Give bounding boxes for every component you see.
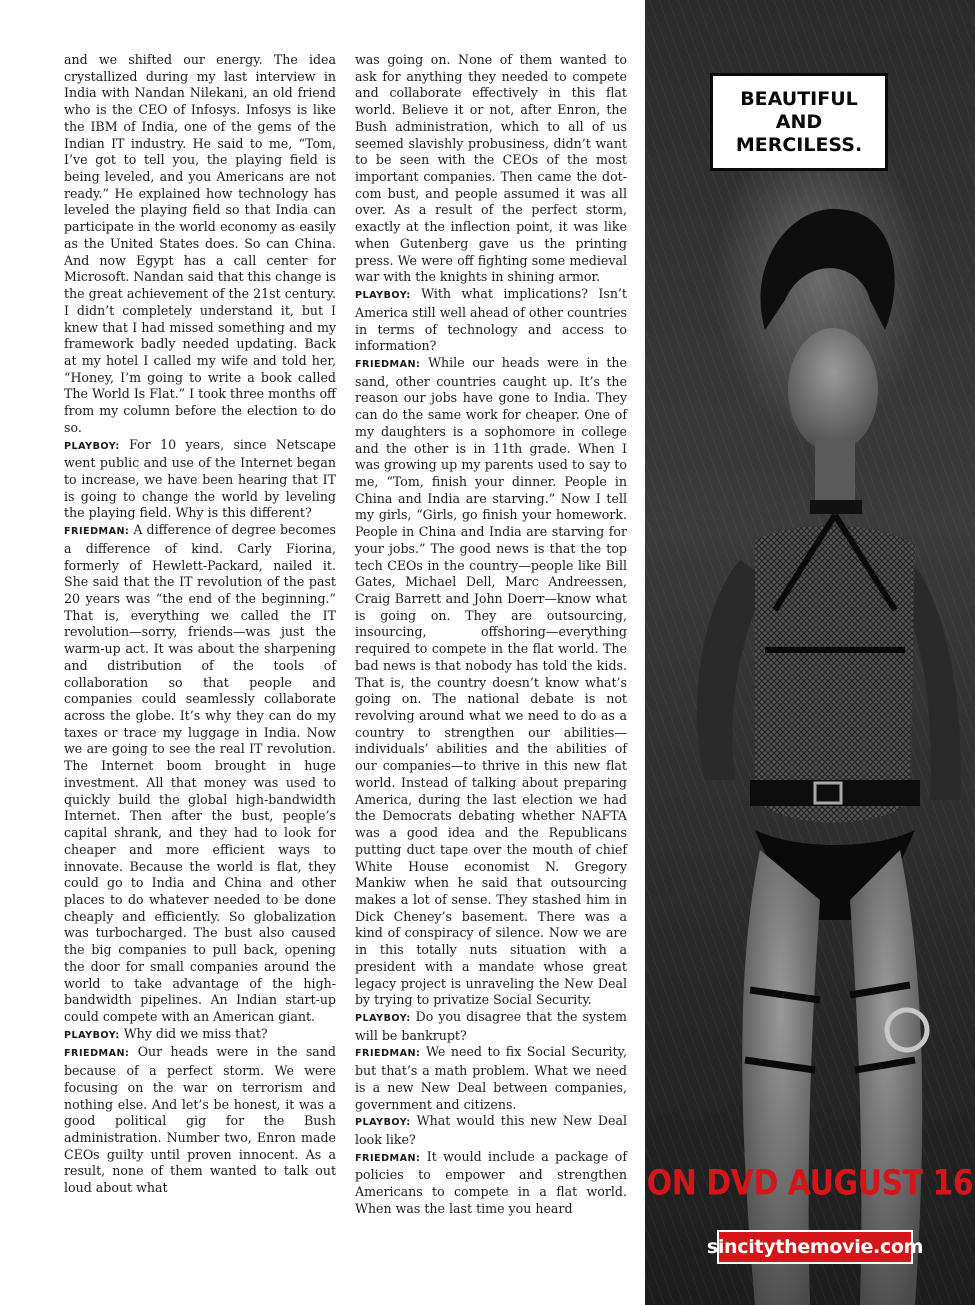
ad-caption-text: BEAUTIFUL AND MERCILESS. <box>735 87 863 156</box>
ad-release-line: ON DVD AUGUST 16 <box>646 1163 974 1204</box>
paragraph-text: While our heads were in the sand, other countries caught up. It’s the reason our jobs have gone to India. They can do the same work for cheaper. One of my daughters is a sophomore in college and the other is in 11th grade. When I was growing up my parents used to say to me, “Tom, finish your dinner. People in China and India are starving.” Now I tell my girls, “Girls, go finish your homework. People in China and India are starving for your jobs.” The good news is that the top tech CEOs in the country—people like Bill Gates, Michael Dell, Marc Andreessen, Craig Barrett and John Doerr—know what is going on. They are outsourcing, insourcing, offshoring—everything required to compete in the flat world. The bad news is that nobody has told the kids. That is, the country doesn’t know what’s going on. The national debate is not revolving around what we need to do as a country to strengthen our abilities—individuals’ abilities and the abilities of our companies—to thrive in this new flat world. Instead of talking about preparing America, during the last election we had the Democrats debating whether NAFTA was a good idea and the Republicans putting duct tape over the mouth of chief White House economist N. Gregory Mankiw when he said that outsourcing makes a lot of sense. They stashed him in Dick Cheney’s basement. There was a kind of conspiracy of silence. Now we are in this totally nuts situation with a president with a mandate whose great legacy project is unraveling the New Deal by trying to privatize Social Security. <box>355 354 627 1008</box>
ad-website-url[interactable]: sincitythemovie.com <box>706 1236 924 1258</box>
speaker-label: FRIEDMAN: <box>355 1048 421 1060</box>
speaker-label: FRIEDMAN: <box>64 1048 130 1060</box>
article-paragraph <box>355 1113 627 1148</box>
paragraph-text: What would this new New Deal look like? <box>355 1113 627 1147</box>
paragraph-text: Do you disagree that the system will be bankrupt? <box>355 1008 627 1043</box>
article-paragraph <box>64 437 336 523</box>
article-paragraph <box>355 355 627 1009</box>
article-column-2 <box>355 52 627 1218</box>
speaker-label: FRIEDMAN: <box>355 1152 421 1164</box>
article-paragraph <box>355 286 627 355</box>
speaker-label: PLAYBOY: <box>355 1012 411 1024</box>
paragraph-text: Our heads were in the sand because of a perfect storm. We were focusing on the war on terrorism and nothing else. And let’s be honest, it was a good political gig for the Bush administration. Number two, Enron made CEOs guilty until proven innocent. As a result, none of them wanted to talk out loud about what <box>64 1044 336 1196</box>
article-column-1 <box>64 52 336 1197</box>
paragraph-text: was going on. None of them wanted to ask for anything they needed to compete and collaborate effectively in this flat world. Believe it or not, after Enron, the Bush administration, which to all of us seemed slavishly probusiness, didn’t want to be seen with the CEOs of the most important companies. Then came the dot-com bust, and people assumed it was all over. As a result of the perfect storm, exactly at the inflection point, it was like when Gutenberg gave us the printing press. We were off fighting some medieval war with the knights in shining armor. <box>355 52 627 285</box>
article-paragraph <box>64 52 336 437</box>
speaker-label: PLAYBOY: <box>355 1117 411 1129</box>
ad-website-badge[interactable] <box>706 1230 924 1264</box>
paragraph-text: A difference of degree becomes a difference of kind. Carly Fiorina, formerly of Hewlett-Packard, nailed it. She said that the IT revolution of the past 20 years was “the end of the beginning.” That is, everything we called the IT revolution—sorry, friends—was just the warm-up act. It was about the sharpening and distribution of the tools of collaboration so that people and companies could seamlessly collaborate across the globe. It’s why they can do my taxes or trace my luggage in India. Now we are going to see the real IT revolution. The Internet boom brought in huge investment. All that money was used to quickly build the global high-bandwidth Internet. Then after the bust, people’s capital shrank, and they had to look for cheaper and more efficient ways to innovate. Because the world is flat, they could go to India and China and other places to do whatever needed to be done cheaply and efficiently. So globalization was turbocharged. The bust also caused the big companies to pull back, opening the door for small companies around the world to take advantage of the high-bandwidth pipelines. An Indian start-up could compete with an American giant. <box>64 522 336 1024</box>
paragraph-text: We need to fix Social Security, but that’s a math problem. What we need is a new New Deal between companies, government and citizens. <box>355 1044 627 1112</box>
article-paragraph <box>64 522 336 1026</box>
paragraph-text: With what implications? Isn’t America still well ahead of other countries in terms of technology and access to information? <box>355 286 628 354</box>
speaker-label: PLAYBOY: <box>64 1029 120 1041</box>
speaker-label: FRIEDMAN: <box>64 526 130 538</box>
article-paragraph <box>64 1026 336 1045</box>
speaker-label: FRIEDMAN: <box>355 358 421 370</box>
movie-advertisement <box>645 0 975 1305</box>
article-paragraph <box>355 1149 627 1218</box>
speaker-label: PLAYBOY: <box>355 290 411 302</box>
article-paragraph <box>64 1044 336 1196</box>
paragraph-text: For 10 years, since Netscape went public and use of the Internet began to increase, we have been hearing that IT is going to change the world by leveling the playing field. Why is this different? <box>64 436 336 521</box>
ad-photo-figure <box>645 0 975 1305</box>
article-paragraph <box>355 52 627 286</box>
paragraph-text: Why did we miss that? <box>123 1025 268 1041</box>
article-paragraph <box>355 1044 627 1113</box>
paragraph-text: and we shifted our energy. The idea crystallized during my last interview in India with Nandan Nilekani, an old friend who is the CEO of Infosys. Infosys is like the IBM of India, one of the gems of the Indian IT industry. He said to me, “Tom, I’ve got to tell you, the playing field is being leveled, and you Americans are not ready.” He explained how technology has leveled the playing field so that India can participate in the world economy as easily as the United States does. So can China. And now Egypt has a call center for Microsoft. Nandan said that this change is the great achievement of the 21st century. I didn’t completely understand it, but I knew that I had missed something and my framework badly needed updating. Back at my hotel I called my wife and told her, “Honey, I’m going to write a book called The World Is Flat.” I took three months off from my column before the election to do so. <box>64 52 336 435</box>
article-paragraph <box>355 1009 627 1044</box>
ad-caption-box <box>710 73 888 171</box>
speaker-label: PLAYBOY: <box>64 440 120 452</box>
paragraph-text: It would include a package of policies to empower and strengthen Americans to compete in a flat world. When was the last time you heard <box>355 1148 627 1216</box>
